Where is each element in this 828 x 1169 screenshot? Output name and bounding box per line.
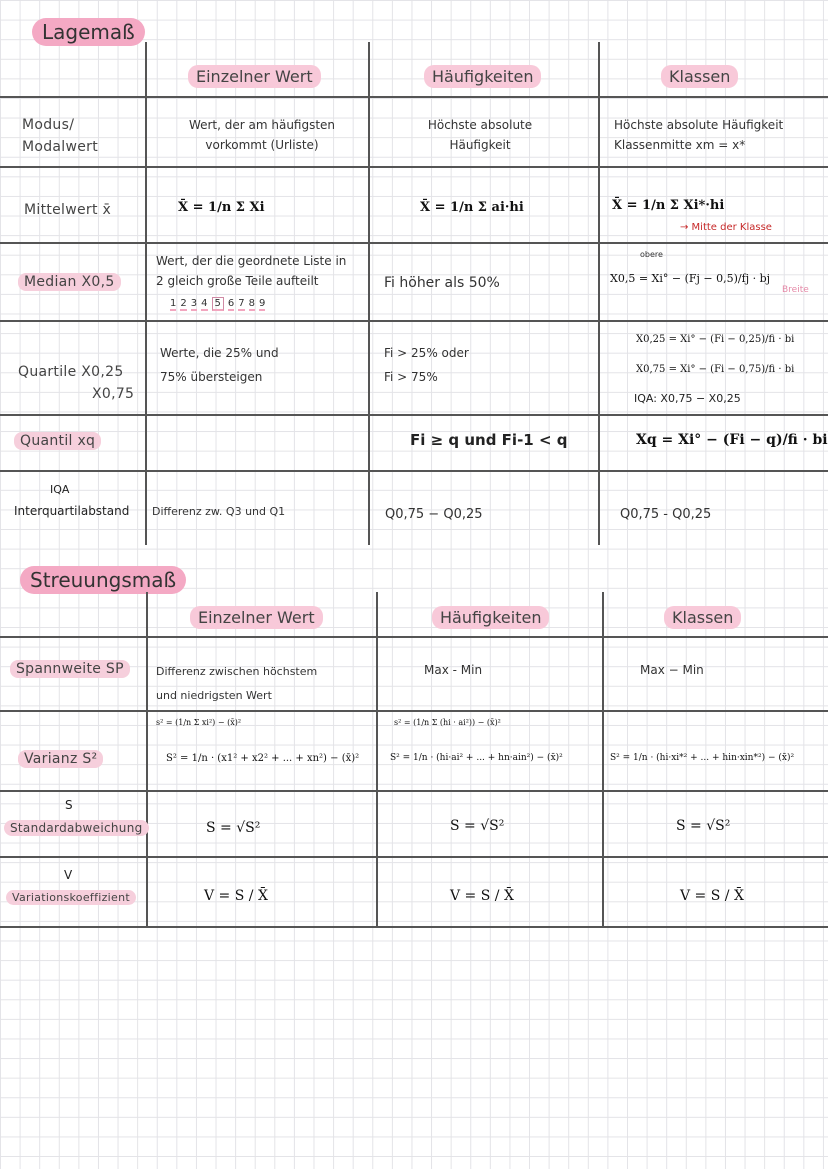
std-klassen-formula: S = √S² — [676, 818, 731, 834]
var-koeff-haeuf-formula: V = S / X̄ — [450, 888, 514, 904]
table2-row-line — [0, 790, 828, 792]
table1-row-line — [0, 320, 828, 322]
quartile-einzel: Werte, die 25% und 75% übersteigen — [160, 346, 279, 384]
table1-row-line — [0, 470, 828, 472]
table1-row-line — [0, 166, 828, 168]
spannweite-haeuf: Max - Min — [424, 663, 483, 677]
std-einzel-formula: S = √S² — [206, 820, 261, 836]
var-koeff-einzel-formula: V = S / X̄ — [204, 888, 268, 904]
seq-num-median: 5 — [212, 297, 224, 311]
median-einzel: Wert, der die geordnete Liste in 2 gleich große Teile aufteilt — [156, 254, 347, 288]
table2-row-line — [0, 856, 828, 858]
spannweite-klassen: Max − Min — [640, 663, 704, 677]
section-title-lagemass — [32, 18, 145, 46]
header-einzelner-wert: Einzelner Wert — [190, 606, 323, 629]
varianz-klassen-formula: S² = 1/n · (hi·xi*² + ... + hin·xin*²) − (x̄)² — [610, 753, 795, 763]
table2-divider-1 — [146, 592, 148, 926]
seq-num: 6 — [227, 298, 235, 309]
iqa-klassen: Q0,75 - Q0,25 — [620, 507, 712, 522]
quantil-klassen-formula: Xq = Xi° − (Fi − q)/fi · bi — [636, 432, 828, 448]
row-label-modus: Modus/ Modalwert — [22, 117, 99, 155]
row-label-variationskoeffizient: Variationskoeffizient — [6, 890, 136, 905]
var-koeff-klassen-formula: V = S / X̄ — [680, 888, 744, 904]
varianz-haeuf-small: s² = (1/n Σ (hi · ai²)) − (x̄)² — [394, 718, 501, 727]
modus-haeuf: Höchste absolute Häufigkeit — [427, 118, 533, 152]
median-haeuf: Fi höher als 50% — [384, 275, 500, 291]
quartile-haeuf: Fi > 25% oder Fi > 75% — [384, 346, 469, 384]
seq-num: 1 — [170, 298, 177, 309]
row-label-spannweite: Spannweite SP — [10, 660, 130, 678]
section-title-text: Lagemaß — [42, 20, 135, 44]
median-klassen-note-obere: obere — [640, 250, 663, 259]
row-label-varianz: Varianz S² — [18, 750, 103, 768]
mittelwert-einzel-formula: X̄ = 1/n Σ Xi — [178, 200, 265, 215]
quantil-haeuf: Fi ≥ q und Fi-1 < q — [410, 431, 568, 449]
row-label-iqa: IQA — [50, 483, 70, 496]
table2-row-line — [0, 636, 828, 638]
mittelwert-klassen-formula: X̄ = 1/n Σ Xi*·hi — [612, 198, 725, 213]
header-haeufigkeiten: Häufigkeiten — [424, 65, 541, 88]
header-haeufigkeiten: Häufigkeiten — [432, 606, 549, 629]
table1-row-line — [0, 414, 828, 416]
header-einzelner-wert: Einzelner Wert — [188, 65, 321, 88]
spannweite-einzel: Differenz zwischen höchstem und niedrigsten Wert — [156, 665, 318, 702]
std-haeuf-formula: S = √S² — [450, 818, 505, 834]
iqa-einzel: Differenz zw. Q3 und Q1 — [152, 505, 286, 518]
median-number-sequence — [170, 298, 269, 309]
quartile-klassen-formula-1: X0,25 = Xi° − (Fi − 0,25)/fi · bi — [636, 334, 795, 345]
quartile-klassen-formula-2: X0,75 = Xi° − (Fi − 0,75)/fi · bi — [636, 364, 795, 375]
header-klassen: Klassen — [661, 65, 738, 88]
section-title-streuungsmass — [20, 566, 186, 594]
table2-row-line — [0, 926, 828, 928]
seq-num: 8 — [248, 298, 255, 309]
section-title-text: Streuungsmaß — [30, 568, 177, 592]
seq-num: 3 — [190, 298, 198, 309]
row-label-quartile: Quartile X0,25 — [18, 364, 124, 380]
row-label-median: Median X0,5 — [18, 273, 121, 291]
table1-row-line — [0, 242, 828, 244]
varianz-haeuf-formula: S² = 1/n · (hi·ai² + ... + hn·ain²) − (x̄)² — [390, 753, 563, 763]
quartile-klassen-iqa: IQA: X0,75 − X0,25 — [634, 392, 741, 405]
varianz-einzel-small: s² = (1/n Σ xi²) − (x̄)² — [156, 718, 242, 727]
row-label-v: V — [64, 868, 73, 882]
table2-divider-2 — [376, 592, 378, 926]
row-label-s: S — [65, 798, 73, 812]
modus-klassen: Höchste absolute Häufigkeit Klassenmitte xm = x* — [614, 118, 784, 152]
row-label-interquartilabstand: Interquartilabstand — [14, 504, 130, 518]
seq-num: 2 — [180, 298, 187, 309]
table1-row-line — [0, 96, 828, 98]
header-klassen: Klassen — [664, 606, 741, 629]
row-label-quantil: Quantil xq — [14, 432, 101, 450]
mittelwert-klassen-note: → Mitte der Klasse — [680, 222, 772, 233]
table2-row-line — [0, 710, 828, 712]
varianz-einzel-formula: S² = 1/n · (x1² + x2² + ... + xn²) − (x̄)² — [166, 753, 360, 764]
mittelwert-haeuf-formula: X̄ = 1/n Σ ai·hi — [420, 200, 524, 215]
row-label-quartile-2: X0,75 — [92, 386, 135, 402]
row-label-standardabweichung: Standardabweichung — [4, 820, 149, 836]
seq-num: 4 — [201, 298, 208, 309]
modus-einzel: Wert, der am häufigsten vorkommt (Urliste) — [188, 118, 336, 152]
median-klassen-note-breite: Breite — [782, 285, 809, 295]
seq-num: 9 — [259, 298, 266, 309]
table2-divider-3 — [602, 592, 604, 926]
row-label-mittelwert: Mittelwert x̄ — [24, 202, 112, 218]
iqa-haeuf: Q0,75 − Q0,25 — [385, 507, 483, 522]
median-klassen-formula: X0,5 = Xi° − (Fj − 0,5)/fj · bj — [610, 272, 771, 285]
seq-num: 7 — [238, 298, 245, 309]
